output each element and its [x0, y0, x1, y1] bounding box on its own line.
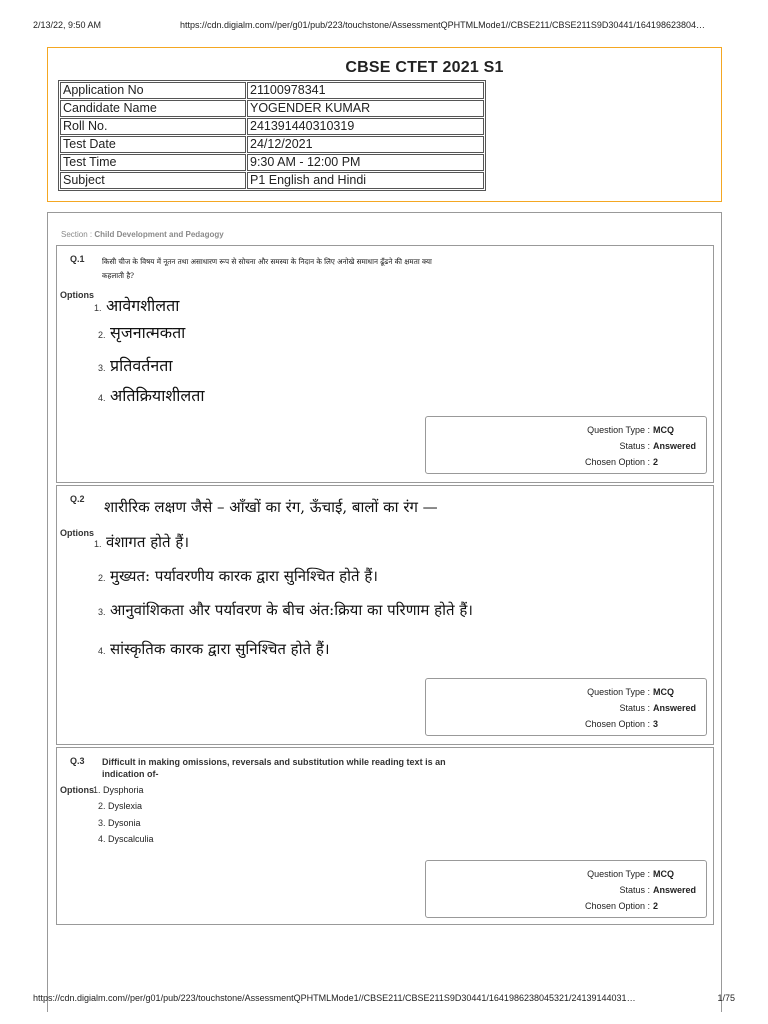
- meta-label: Question Type :: [587, 425, 650, 435]
- page-number: 1/75: [717, 993, 735, 1003]
- info-value: 24/12/2021: [247, 136, 484, 153]
- option-text: वंशागत होते हैं।: [106, 533, 190, 551]
- meta-question-type: [556, 687, 706, 697]
- meta-value: 2: [653, 457, 659, 467]
- options-label: Options: [60, 290, 94, 300]
- table-row: [60, 136, 484, 153]
- section-name: Child Development and Pedagogy: [94, 230, 224, 239]
- meta-label: Chosen Option :: [584, 901, 650, 911]
- question-text: शारीरिक लक्षण जैसे – आँखों का रंग, ऊँचाई, बालों का रंग —: [104, 498, 438, 516]
- info-label: Test Date: [60, 136, 246, 153]
- meta-value: 2: [653, 901, 659, 911]
- question-card: [56, 747, 714, 925]
- print-footer: [33, 993, 735, 1003]
- meta-value: MCQ: [653, 425, 674, 435]
- table-row: [60, 118, 484, 135]
- question-number: Q.2: [70, 494, 85, 504]
- print-header: [33, 20, 735, 30]
- option-item: 4. Dyscalculia: [98, 834, 154, 844]
- option-item: 2. मुख्यत: पर्यावरणीय कारक द्वारा सुनिश्चित होते हैं।: [98, 567, 378, 585]
- option-text: Dysonia: [108, 818, 141, 828]
- exam-title: CBSE CTET 2021 S1: [345, 59, 504, 76]
- table-row: [60, 154, 484, 171]
- option-item: 1. Dysphoria: [93, 785, 144, 795]
- question-text-line: indication of-: [102, 769, 159, 779]
- info-label: Roll No.: [60, 118, 246, 135]
- meta-status: [556, 441, 706, 451]
- meta-value: Answered: [653, 441, 697, 451]
- table-row: [60, 100, 484, 117]
- question-text-line: Difficult in making omissions, reversals and substitution while reading text is an: [102, 757, 446, 767]
- meta-question-type: [556, 869, 706, 879]
- question-panel: [47, 212, 722, 1012]
- options-label: Options: [60, 785, 94, 795]
- options-label: Options: [60, 528, 94, 538]
- option-text: प्रतिवर्तनता: [110, 356, 173, 375]
- option-text: मुख्यत: पर्यावरणीय कारक द्वारा सुनिश्चित होते हैं।: [110, 567, 378, 585]
- meta-chosen-option: [556, 719, 706, 729]
- option-item: 1. वंशागत होते हैं।: [94, 533, 190, 551]
- info-value: 21100978341: [247, 82, 484, 99]
- option-item: 1. आवेगशीलता: [94, 296, 180, 315]
- print-footer-url: https://cdn.digialm.com//per/g01/pub/223/touchstone/AssessmentQPHTMLMode1//CBSE211/CBSE211S9D30441/1641986238045321/24139144031…: [33, 993, 636, 1003]
- answer-meta-box: [425, 678, 707, 736]
- question-number: Q.3: [70, 756, 85, 766]
- meta-label: Status :: [619, 703, 650, 713]
- meta-label: Chosen Option :: [584, 719, 650, 729]
- candidate-info-box: [47, 47, 722, 202]
- print-url: https://cdn.digialm.com//per/g01/pub/223/touchstone/AssessmentQPHTMLMode1//CBSE211/CBSE211S9D30441/164198623804…: [180, 20, 705, 30]
- question-text: [102, 255, 522, 283]
- section-prefix: Section :: [61, 230, 95, 239]
- meta-label: Question Type :: [587, 869, 650, 879]
- option-text: Dyscalculia: [108, 834, 154, 844]
- question-card: [56, 485, 714, 745]
- option-item: 4. सांस्कृतिक कारक द्वारा सुनिश्चित होते हैं।: [98, 640, 330, 658]
- info-label: Test Time: [60, 154, 246, 171]
- info-value: 9:30 AM - 12:00 PM: [247, 154, 484, 171]
- info-label: Application No: [60, 82, 246, 99]
- meta-value: Answered: [653, 703, 697, 713]
- answer-meta-box: [425, 860, 707, 918]
- option-text: अतिक्रियाशीलता: [110, 386, 205, 405]
- meta-chosen-option: [556, 901, 706, 911]
- info-label: Subject: [60, 172, 246, 189]
- meta-label: Status :: [619, 441, 650, 451]
- print-datetime: 2/13/22, 9:50 AM: [33, 20, 102, 30]
- meta-chosen-option: [556, 457, 706, 467]
- candidate-info-table: [58, 80, 486, 191]
- option-item: 3. आनुवांशिकता और पर्यावरण के बीच अंत:क्रिया का परिणाम होते हैं।: [98, 601, 473, 619]
- option-text: आनुवांशिकता और पर्यावरण के बीच अंत:क्रिया का परिणाम होते हैं।: [110, 601, 473, 619]
- meta-label: Chosen Option :: [584, 457, 650, 467]
- option-item: 3. Dysonia: [98, 818, 141, 828]
- table-row: [60, 172, 484, 189]
- meta-value: MCQ: [653, 687, 674, 697]
- question-text-line: कहलाती है?: [102, 271, 134, 280]
- option-text: Dysphoria: [103, 785, 144, 795]
- meta-value: Answered: [653, 885, 697, 895]
- question-text: [102, 756, 542, 780]
- option-item: 3. प्रतिवर्तनता: [98, 356, 173, 375]
- option-item: 4. अतिक्रियाशीलता: [98, 386, 205, 405]
- question-text-line: किसी चीज के विषय में नूतन तथा असाधारण रूप से सोचना और समस्या के निदान के लिए अनोखे समाधान ढूँढने की क्षमता क्या: [102, 257, 432, 266]
- info-label: Candidate Name: [60, 100, 246, 117]
- answer-meta-box: [425, 416, 707, 474]
- meta-label: Status :: [619, 885, 650, 895]
- option-item: 2. Dyslexia: [98, 801, 143, 811]
- table-row: [60, 82, 484, 99]
- info-value: 241391440310319: [247, 118, 484, 135]
- meta-value: MCQ: [653, 869, 674, 879]
- option-text: सृजनात्मकता: [110, 323, 186, 342]
- info-value: P1 English and Hindi: [247, 172, 484, 189]
- meta-value: 3: [653, 719, 659, 729]
- meta-question-type: [556, 425, 706, 435]
- question-card: [56, 245, 714, 483]
- option-text: आवेगशीलता: [106, 296, 180, 315]
- meta-status: [556, 703, 706, 713]
- meta-label: Question Type :: [587, 687, 650, 697]
- option-text: Dyslexia: [108, 801, 143, 811]
- meta-status: [556, 885, 706, 895]
- question-number: Q.1: [70, 254, 85, 264]
- section-label: [61, 230, 224, 239]
- info-value: YOGENDER KUMAR: [247, 100, 484, 117]
- option-item: 2. सृजनात्मकता: [98, 323, 186, 342]
- option-text: सांस्कृतिक कारक द्वारा सुनिश्चित होते हैं।: [110, 640, 330, 658]
